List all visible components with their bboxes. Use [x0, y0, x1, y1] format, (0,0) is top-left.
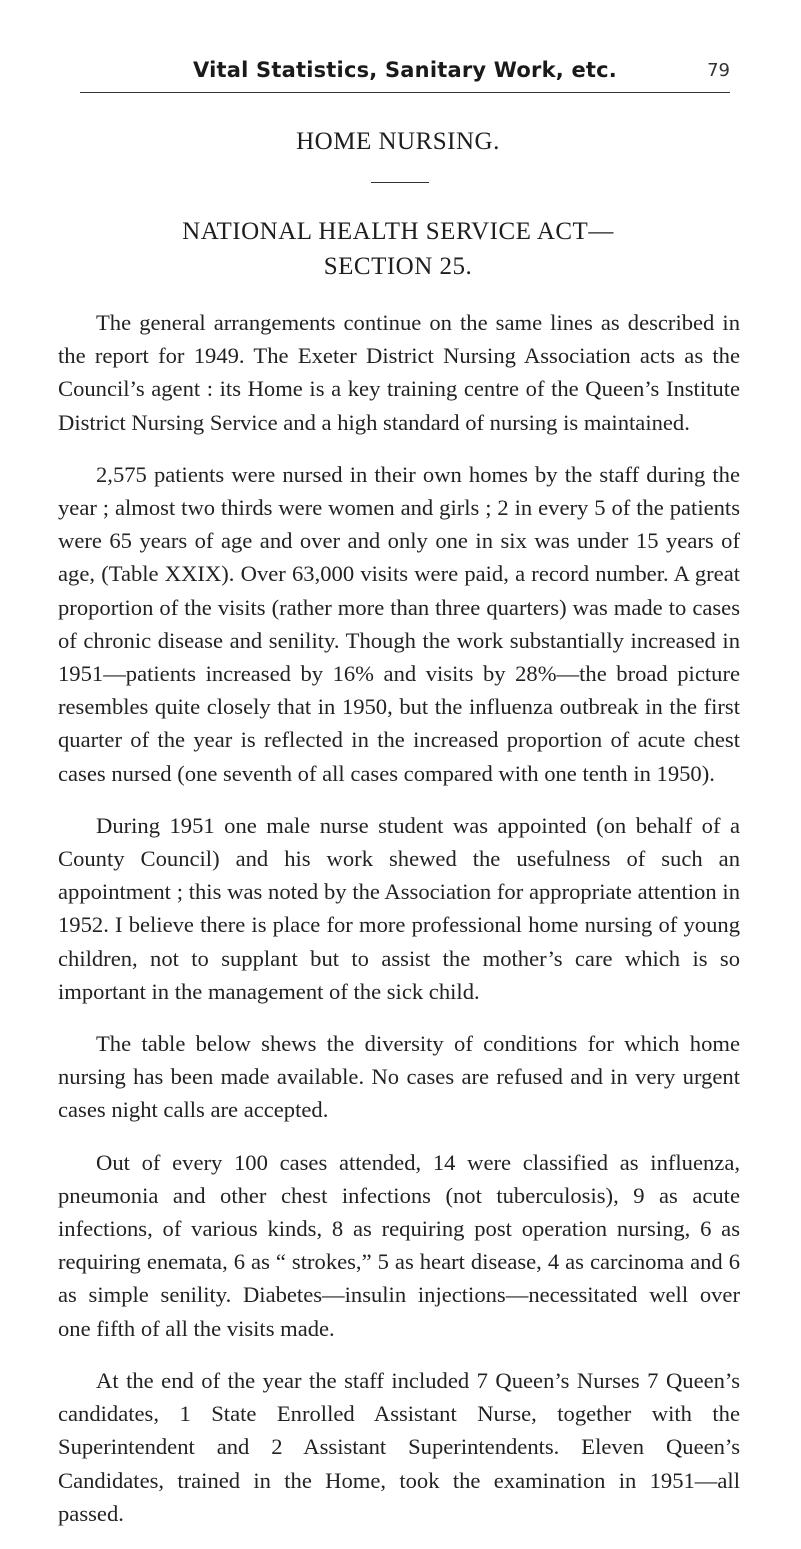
page-number: 79 — [707, 60, 730, 81]
title-divider — [371, 182, 429, 183]
subsection-title-line2: SECTION 25. — [323, 253, 473, 280]
paragraph-male-nurse-student: During 1951 one male nurse student was appointed (on behalf of a County Council) and his work shewed the usefulness of such an appointment ; this was noted by the Association for appropriate attention in 1952. I believe there is place for more professional home nursing of young children, not to supplant but to assist the mother’s care which is so important in the management of the sick child. — [58, 812, 740, 1004]
paragraph-conditions-table: The table below shews the diversity of conditions for which home nursing has been made available. No cases are refused and in very urgent cases night calls are accepted. — [58, 1031, 740, 1123]
subsection-title-line1: NATIONAL HEALTH SERVICE ACT— — [182, 218, 614, 245]
paragraph-staff: At the end of the year the staff included 7 Queen’s Nurses 7 Queen’s candidates, 1 State Enrolled Assistant Nurse, together with the Superintendent and 2 Assistant Superintendents. Eleven Queen’s Candidates, trained in the Home, took the examination in 1951—all passed. — [58, 1367, 740, 1526]
paragraph-arrangements: The general arrangements continue on the same lines as described in the report for 1949. The Exeter District Nursing Association acts as the Council’s agent : its Home is a key training centre of the Queen’s Institute District Nursing Service and a high standard of nursing is maintained. — [58, 310, 740, 435]
running-header — [80, 52, 730, 93]
body-text — [58, 306, 740, 1549]
paragraph-patients-statistics: 2,575 patients were nursed in their own homes by the staff during the year ; almost two thirds were women and girls ; 2 in every 5 of the patients were 65 years of age and over and only one in six was under 15 years of age, (Table XXIX). Over 63,000 visits were paid, a record number. A great proportion of the visits (rather more than three quarters) was made to cases of chronic disease and senility. Though the work substantially increased in 1951—patients increased by 16% and visits by 28%—the broad picture resembles quite closely that in 1950, but the influenza outbreak in the first quarter of the year is reflected in the increased proportion of acute chest cases nursed (one seventh of all cases compared with one tenth in 1950). — [58, 461, 740, 786]
running-title: Vital Statistics, Sanitary Work, etc. — [193, 58, 617, 82]
section-title: HOME NURSING. — [296, 128, 500, 155]
paragraph-case-classification: Out of every 100 cases attended, 14 were classified as influenza, pneumonia and other chest infections (not tuberculosis), 9 as acute infections, of various kinds, 8 as requiring post operation nursing, 6 as requiring enemata, 6 as “ strokes,” 5 as heart disease, 4 as carcinoma and 6 as simple senility. Diabetes—insulin injections—necessitated well over one fifth of all the visits made. — [58, 1149, 740, 1341]
